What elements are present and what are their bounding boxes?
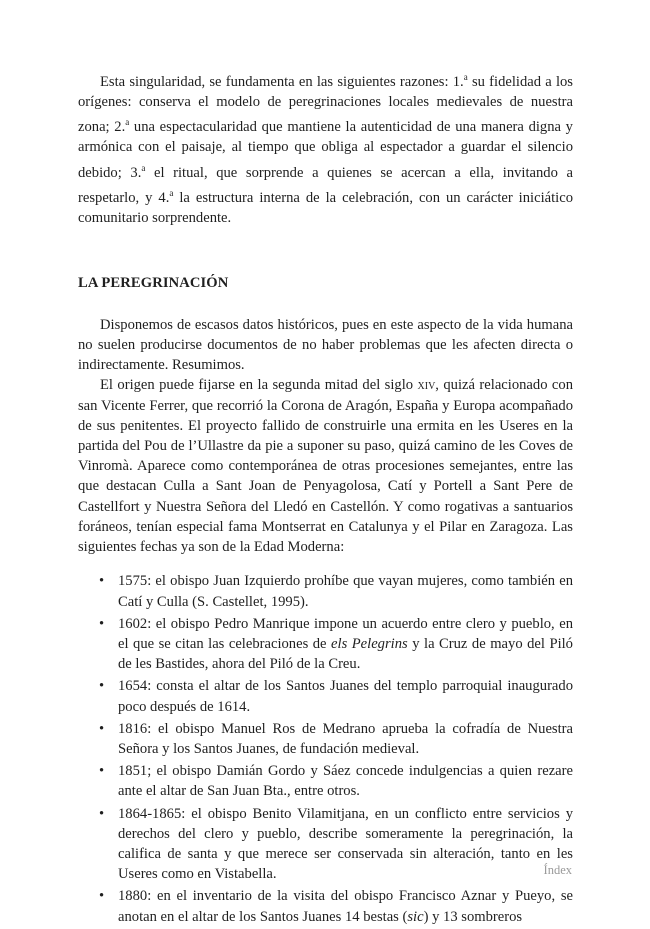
list-item: • 1654: consta el altar de los Santos Juanes del templo parroquial inaugurado poco después de 1614.: [99, 678, 573, 715]
chronology-list: [78, 571, 573, 926]
list-item: • 1864-1865: el obispo Benito Vilamitjana, en un conflicto entre servicios y derechos del clero y pueblo, describe someramente la peregrinación, la califica de santa y que merece ser conservada sin alteración, tanto en les Useres como en Vistabella.: [99, 805, 573, 883]
list-item: • 1851; el obispo Damián Gordo y Sáez concede indulgencias a quien rezare ante el altar de San Juan Bta., entre otros.: [99, 763, 573, 800]
list-item: • 1880: en el inventario de la visita del obispo Francisco Aznar y Pueyo, se anotan en el altar de los Santos Juanes 14 bestas (sic) y 13 sombreros: [99, 888, 573, 925]
list-item: • 1575: el obispo Juan Izquierdo prohíbe que vayan mujeres, como también en Catí y Culla (S. Castellet, 1995).: [99, 573, 573, 610]
list-item: • 1816: el obispo Manuel Ros de Medrano aprueba la cofradía de Nuestra Señora y los Santos Juanes, de fundación medieval.: [99, 720, 573, 757]
section-heading: LA PEREGRINACIÓN: [78, 274, 229, 291]
bullet: •: [99, 888, 105, 905]
bullet: •: [99, 678, 105, 695]
page-body: [78, 67, 573, 929]
list-item: • 1602: el obispo Pedro Manrique impone un acuerdo entre clero y pueblo, en el que se citan las celebraciones de els Pelegrins y la Cruz de mayo del Piló de les Bastides, ahora del Piló de la Creu.: [99, 615, 573, 673]
intro-paragraph: Esta singularidad, se fundamenta en las siguientes razones: 1.$^a$ su fidelidad a los orígenes: conserva el modelo de peregrinaciones locales medievales de nuestra zona; 2.$^a$ una espectacularidad que mantiene la autenticidad de una manera digna y armónica con el paisaje, al tiempo que obliga al espectador a guardar el silencio debido; 3.$^a$ el ritual, que sorprende a quienes se acercan a ella, invitando a respetarlo, y 4.$^a$ la estructura interna de la celebración, con un carácter iniciático comunitario sorprendente.: [78, 72, 573, 226]
bullet: •: [99, 573, 105, 590]
index-link[interactable]: Índex: [543, 863, 572, 877]
paragraph-2: El origen puede fijarse en la segunda mitad del siglo xiv, quizá relacionado con san Vicente Ferrer, que recorrió la Corona de Aragón, España y Europa acompañado de sus penitentes. El proyecto fallido de construirle una ermita en les Useres en la partida del Pou de l’Ullastre da pie a suponer su paso, quizá camino de les Coves de Vinromà. Aparece como contemporánea de otras procesiones semejantes, entre las que destacan Culla a Sant Joan de Penyagolosa, Catí y Portell a Sant Pere de Castellfort y Nuestra Señora del Lledó en Castellón. Y como rogativas a santuarios foráneos, tenían especial fama Montserrat en Catalunya y el Pilar en Zaragoza. Las siguientes fechas ya son de la Edad Moderna:: [78, 377, 573, 556]
bullet: •: [99, 763, 105, 780]
paragraph-1: Disponemos de escasos datos históricos, pues en este aspecto de la vida humana no suelen producirse documentos de no haber problemas que les afecten directa o indirectamente. Resumimos.: [78, 316, 573, 374]
bullet: •: [99, 720, 105, 737]
bullet: •: [99, 615, 105, 632]
bullet: •: [99, 805, 105, 822]
